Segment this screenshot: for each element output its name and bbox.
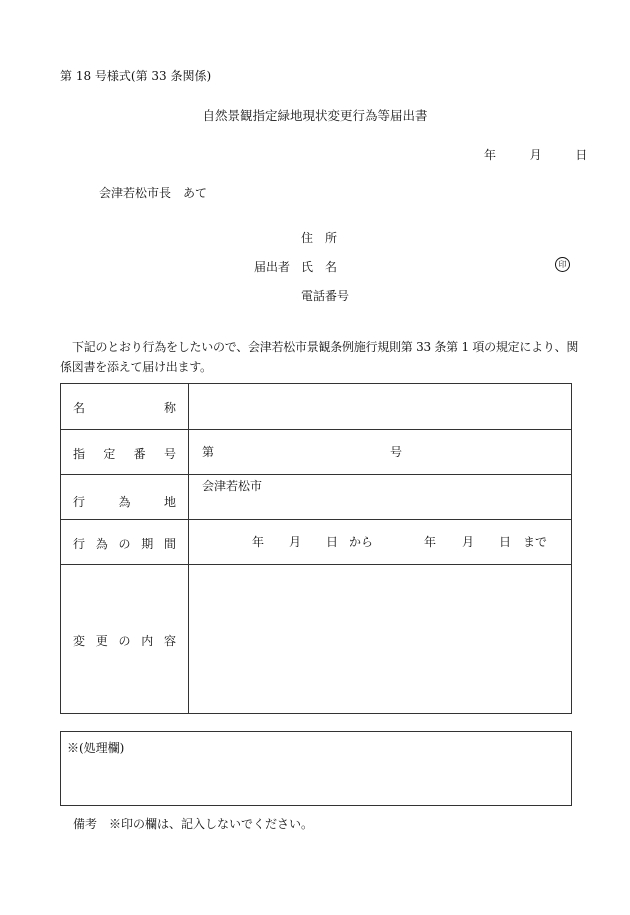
period-label-char-2: の bbox=[118, 537, 131, 551]
table-row-content bbox=[61, 565, 571, 713]
table-row-location bbox=[61, 475, 571, 520]
date-month-label: 月 bbox=[529, 148, 542, 162]
location-label-char-2: 地 bbox=[163, 495, 176, 509]
content-input-cell[interactable] bbox=[189, 565, 571, 713]
period-label-char-4: 間 bbox=[163, 537, 176, 551]
location-label-char-0: 行 bbox=[73, 495, 86, 509]
content-label-char-3: 内 bbox=[141, 634, 154, 648]
addressee: 会津若松市長 あて bbox=[99, 186, 208, 200]
period-start-month: 月 bbox=[289, 535, 302, 549]
application-table bbox=[60, 383, 572, 714]
designation-input-cell[interactable] bbox=[189, 430, 571, 474]
period-until: まで bbox=[523, 535, 548, 549]
designation-label-char-3: 号 bbox=[163, 447, 176, 461]
date-day-label: 日 bbox=[575, 148, 588, 162]
name-label: 氏 名 bbox=[301, 260, 338, 274]
period-cell-label bbox=[61, 520, 189, 564]
address-label: 住 所 bbox=[301, 231, 338, 245]
content-label-char-1: 更 bbox=[95, 634, 108, 648]
form-number: 第 18 号様式(第 33 条関係) bbox=[60, 69, 212, 83]
period-from: から bbox=[349, 535, 374, 549]
location-row-label bbox=[73, 493, 176, 510]
designation-cell-label bbox=[61, 430, 189, 474]
name-label-char-0: 名 bbox=[73, 401, 86, 415]
content-label-char-0: 変 bbox=[73, 634, 86, 648]
name-cell-label bbox=[61, 384, 189, 429]
period-start-day: 日 bbox=[326, 535, 339, 549]
location-input-cell[interactable] bbox=[189, 475, 571, 519]
designation-label-char-2: 番 bbox=[133, 447, 146, 461]
content-cell-label bbox=[61, 565, 189, 713]
period-label-char-3: 期 bbox=[141, 537, 154, 551]
table-row-name bbox=[61, 384, 571, 430]
seal-icon: 印 bbox=[555, 257, 570, 272]
remarks-label: ※(処理欄) bbox=[67, 741, 125, 755]
table-row-period bbox=[61, 520, 571, 565]
name-input-cell[interactable] bbox=[189, 384, 571, 429]
period-end-year: 年 bbox=[424, 535, 437, 549]
content-row-label bbox=[73, 632, 176, 649]
date-year-label: 年 bbox=[484, 148, 497, 162]
period-input-cell[interactable] bbox=[189, 520, 571, 564]
period-label-char-0: 行 bbox=[73, 537, 86, 551]
name-label-char-1: 称 bbox=[163, 401, 176, 415]
date-line bbox=[484, 148, 587, 162]
intro-text: 下記のとおり行為をしたいので、会津若松市景観条例施行規則第 33 条第 1 項の規定により、関係図書を添えて届け出ます。 bbox=[60, 340, 579, 374]
designation-label-char-0: 指 bbox=[73, 447, 86, 461]
location-value: 会津若松市 bbox=[202, 479, 263, 493]
document-title: 自然景観指定緑地現状変更行為等届出書 bbox=[202, 108, 428, 123]
designation-prefix: 第 bbox=[202, 445, 215, 459]
period-label-char-1: 為 bbox=[95, 537, 108, 551]
table-row-designation bbox=[61, 430, 571, 475]
period-start-year: 年 bbox=[252, 535, 265, 549]
footnote: 備考 ※印の欄は、記入しないでください。 bbox=[73, 817, 314, 831]
name-row-label bbox=[73, 399, 176, 416]
notifier-label: 届出者 bbox=[254, 260, 291, 274]
designation-suffix: 号 bbox=[390, 445, 403, 459]
period-end-day: 日 bbox=[499, 535, 512, 549]
content-label-char-2: の bbox=[118, 634, 131, 648]
phone-label: 電話番号 bbox=[301, 289, 350, 303]
designation-row-label bbox=[73, 445, 176, 462]
period-end-month: 月 bbox=[462, 535, 475, 549]
period-row-label bbox=[73, 535, 176, 552]
location-cell-label bbox=[61, 475, 189, 519]
remarks-box bbox=[60, 731, 572, 806]
location-label-char-1: 為 bbox=[118, 495, 131, 509]
content-label-char-4: 容 bbox=[163, 634, 176, 648]
designation-label-char-1: 定 bbox=[103, 447, 116, 461]
